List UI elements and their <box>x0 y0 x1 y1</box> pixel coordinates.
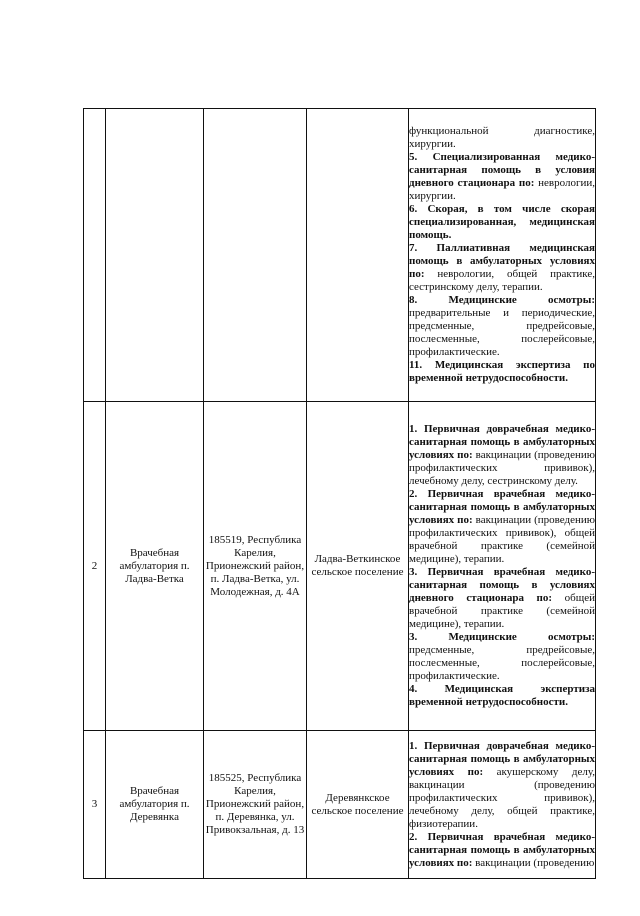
service-heading: 6. Скорая, в том числе скорая специализированная, медицинская помощь. <box>409 203 595 241</box>
service-item <box>409 488 595 566</box>
table-row <box>84 402 596 731</box>
facility-name: Врачебная амбулатория п. Ладва-Ветка <box>106 402 204 731</box>
service-text: функциональной диагностике, хирургии. <box>409 125 595 150</box>
service-item <box>409 203 595 242</box>
service-item <box>409 242 595 294</box>
service-heading: 5. Специализированная медико-санитарная помощь в условия дневного стационара по: <box>409 151 595 189</box>
service-heading: 2. Первичная врачебная медико-санитарная помощь в амбулаторных условиях по: <box>409 830 595 869</box>
facility-address: 185519, Республика Карелия, Прионежский район, п. Ладва-Ветка, ул. Молодежная, д. 4А <box>204 402 307 731</box>
facility-address: 185525, Республика Карелия, Прионежский район, п. Деревянка, ул. Привокзальная, д. 13 <box>204 731 307 879</box>
service-text: неврологии, общей практике, сестринскому делу, терапии. <box>409 268 595 293</box>
service-item <box>409 423 595 488</box>
service-text: вакцинации (проведению <box>472 856 595 869</box>
service-item <box>409 151 595 203</box>
facility-address <box>204 109 307 402</box>
services-list <box>409 109 596 402</box>
service-heading: 3. Медицинские осмотры: <box>409 631 595 643</box>
service-heading: 7. Паллиативная медицинская помощь в амбулаторных условиях по: <box>409 242 595 280</box>
service-heading: 1. Первичная доврачебная медико-санитарная помощь в амбулаторных условиях по: <box>409 423 595 461</box>
service-heading: 3. Первичная врачебная медико-санитарная помощь в условиях дневного стационара по: <box>409 566 595 604</box>
table-row <box>84 109 596 402</box>
facility-name <box>106 109 204 402</box>
service-text: вакцинации (проведению профилактических прививок), лечебному делу, сестринскому делу. <box>409 449 595 487</box>
service-text: неврологии, хирургии. <box>409 177 596 202</box>
services-list <box>409 402 596 731</box>
service-heading: 2. Первичная врачебная медико-санитарная помощь в амбулаторных условиях по: <box>409 488 595 526</box>
facilities-table <box>83 108 596 879</box>
service-territory <box>307 109 409 402</box>
service-text: акушерскому делу, вакцинации (проведению профилактических прививок), лечебному делу, общей практике, физиотерапии. <box>409 765 595 830</box>
row-number: 3 <box>84 731 106 879</box>
row-number <box>84 109 106 402</box>
service-heading: 1. Первичная доврачебная медико-санитарная помощь в амбулаторных условиях по: <box>409 739 595 778</box>
service-heading: 11. Медицинская экспертиза по временной нетрудоспособности. <box>409 359 595 384</box>
service-item <box>409 294 595 359</box>
service-text: вакцинации (проведению профилактических прививок), общей врачебной практике (семейной медицине), терапии. <box>409 514 595 565</box>
service-heading: 4. Медицинская экспертиза временной нетрудоспособности. <box>409 683 595 708</box>
service-text: общей врачебной практике (семейной медицине), терапии. <box>409 592 595 630</box>
row-number: 2 <box>84 402 106 731</box>
service-item <box>409 566 595 631</box>
service-text: предсменные, предрейсовые, послесменные, послерейсовые, профилактические. <box>409 644 595 682</box>
service-item <box>409 740 595 831</box>
service-heading: 8. Медицинские осмотры: <box>409 294 595 306</box>
table-row <box>84 731 596 879</box>
service-territory: Деревянкское сельское поселение <box>307 731 409 879</box>
service-item <box>409 831 595 870</box>
table-body <box>84 109 596 879</box>
service-item <box>409 359 595 385</box>
service-item <box>409 631 595 683</box>
services-list <box>409 731 596 879</box>
facility-name: Врачебная амбулатория п. Деревянка <box>106 731 204 879</box>
service-item <box>409 683 595 709</box>
service-text: предварительные и периодические, предсменные, предрейсовые, послесменные, послерейсовые, профилактические. <box>409 307 595 358</box>
service-territory: Ладва-Веткинское сельское поселение <box>307 402 409 731</box>
service-item <box>409 125 595 151</box>
